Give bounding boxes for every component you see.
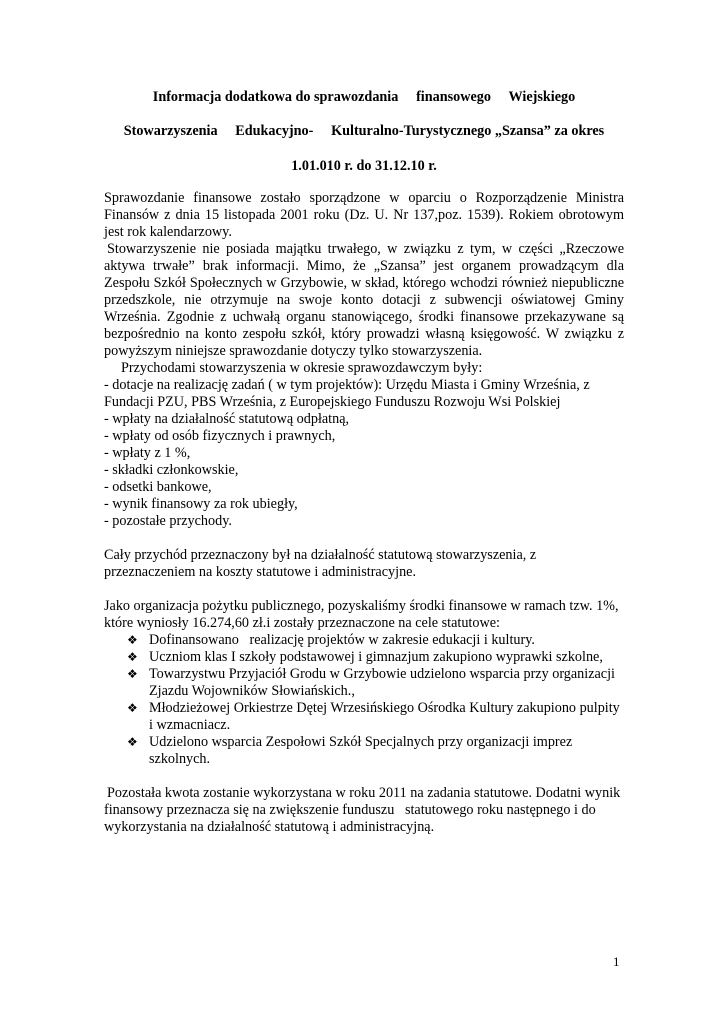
goals-list [104, 632, 624, 768]
document-body [104, 190, 624, 836]
paragraph-allocation: Cały przychód przeznaczony był na działalność statutową stowarzyszenia, z przeznaczeniem na koszty statutowe i administracyjne. [104, 547, 537, 580]
list-item: - wpłaty na działalność statutową odpłatną, [104, 411, 624, 428]
paragraph-assets: Stowarzyszenie nie posiada majątku trwałego, w związku z tym, w części „Rzeczowe aktywa trwałe” brak informacji. Mimo, że „Szansa” jest organem prowadzącym dla Zespołu Szkół Społecznych w Grzybowie, w skład, którego wchodzi również niepubliczne przedszkole, nie otrzymuje na swoje konto dotacji z subwencji oświatowej Gminy Września. Zgodnie z uchwałą organu stanowiącego, środki finansowe przekazywane są bezpośrednio na konto zespołu szkół, który prowadzi własną księgowość. W związku z powyższym niniejsze sprawozdanie dotyczy tylko stowarzyszenia. [104, 241, 624, 359]
list-item: - wpłaty z 1 %, [104, 445, 624, 462]
heading-line-1: Informacja dodatkowa do sprawozdania finansowego Wiejskiego [152, 89, 576, 105]
list-item: - odsetki bankowe, [104, 479, 624, 496]
list-item: - składki członkowskie, [104, 462, 624, 479]
paragraph-income-intro: Przychodami stowarzyszenia w okresie sprawozdawczym były: [121, 360, 483, 376]
heading-line-3: 1.01.010 r. do 31.12.10 r. [291, 158, 437, 174]
diamond-bullet-icon: ❖ [127, 667, 138, 681]
goal-text: Udzielono wsparcia Zespołowi Szkół Specjalnych przy organizacji imprez szkolnych. [149, 734, 573, 767]
list-item [125, 734, 624, 768]
list-item [125, 700, 624, 734]
income-list [104, 377, 624, 530]
list-item [125, 632, 624, 649]
paragraph-intro: Sprawozdanie finansowe zostało sporządzone w oparciu o Rozporządzenie Ministra Finansów z dnia 15 listopada 2001 roku (Dz. U. Nr 137,poz. 1539). Rokiem obrotowym jest rok kalendarzowy. [104, 190, 624, 240]
list-item: - dotacje na realizację zadań ( w tym projektów): Urzędu Miasta i Gminy Września, z Fundacji PZU, PBS Września, z Europejskiego Funduszu Rozwoju Wsi Polskiej [104, 377, 624, 411]
list-item: - wpłaty od osób fizycznych i prawnych, [104, 428, 624, 445]
goal-text: Młodzieżowej Orkiestrze Dętej Wrzesińskiego Ośrodka Kultury zakupiono pulpity i wzmacniacz. [149, 700, 620, 733]
diamond-bullet-icon: ❖ [127, 701, 138, 715]
diamond-bullet-icon: ❖ [127, 650, 138, 664]
list-item: - pozostałe przychody. [104, 513, 624, 530]
goal-text: Uczniom klas I szkoły podstawowej i gimnazjum zakupiono wyprawki szkolne, [149, 649, 603, 665]
goal-text: Dofinansowano realizację projektów w zakresie edukacji i kultury. [149, 632, 535, 648]
page-number: 1 [613, 954, 620, 969]
heading-line-2: Stowarzyszenia Edukacyjno- Kulturalno-Turystycznego „Szansa” za okres [123, 123, 605, 139]
goal-text: Towarzystwu Przyjaciół Grodu w Grzybowie udzielono wsparcia przy organizacji Zjazdu Wojowników Słowiańskich., [149, 666, 615, 699]
paragraph-one-percent: Jako organizacja pożytku publicznego, pozyskaliśmy środki finansowe w ramach tzw. 1%, które wyniosły 16.274,60 zł.i zostały przeznaczone na cele statutowe: [104, 598, 619, 631]
diamond-bullet-icon: ❖ [127, 735, 138, 749]
list-item [125, 666, 624, 700]
list-item [125, 649, 624, 666]
paragraph-remaining: Pozostała kwota zostanie wykorzystana w roku 2011 na zadania statutowe. Dodatni wynik finansowy przeznacza się na zwiększenie funduszu statutowego roku następnego i do wykorzystania na działalność statutową i administracyjną. [104, 785, 624, 835]
diamond-bullet-icon: ❖ [127, 633, 138, 647]
list-item: - wynik finansowy za rok ubiegły, [104, 496, 624, 513]
